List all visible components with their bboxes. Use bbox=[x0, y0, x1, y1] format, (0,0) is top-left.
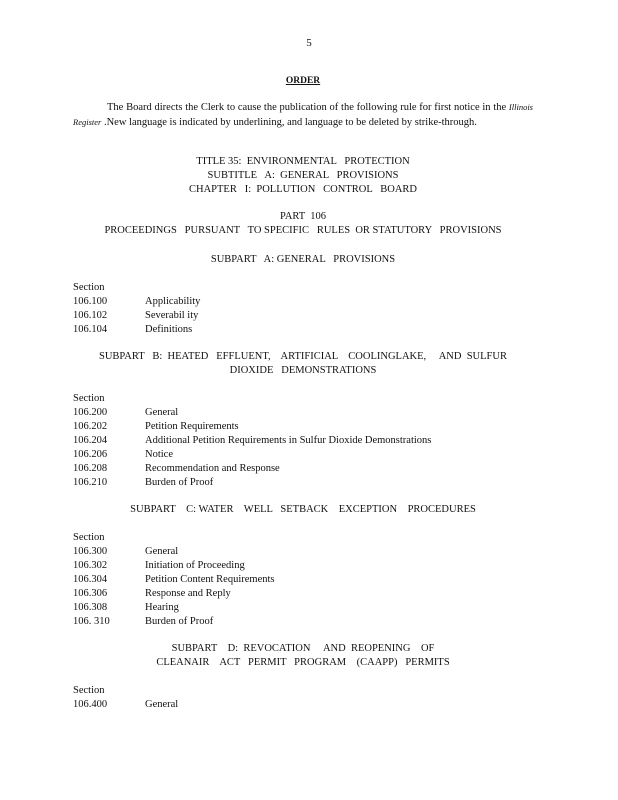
subpart-d-sections bbox=[73, 684, 533, 712]
section-row bbox=[73, 476, 533, 490]
section-title: Initiation of Proceeding bbox=[145, 560, 245, 571]
section-number: 106.300 bbox=[73, 546, 108, 557]
subpart-c-heading bbox=[73, 503, 533, 517]
section-label: Section bbox=[73, 282, 105, 293]
section-number: 106.210 bbox=[73, 477, 108, 488]
section-title: Additional Petition Requirements in Sulfur Dioxide Demonstrations bbox=[145, 435, 432, 446]
section-row bbox=[73, 545, 533, 559]
section-title: Petition Requirements bbox=[145, 421, 239, 432]
section-number: 106.208 bbox=[73, 463, 108, 474]
title-block bbox=[73, 155, 533, 197]
section-number: 106.304 bbox=[73, 574, 108, 585]
section-row bbox=[73, 573, 533, 587]
section-label-row bbox=[73, 684, 533, 698]
section-row bbox=[73, 323, 533, 337]
subpart-b-sections bbox=[73, 392, 533, 490]
subpart-c-sections bbox=[73, 531, 533, 629]
section-number: 106.400 bbox=[73, 699, 108, 710]
subpart-b-heading-line-2: DIOXIDE DEMONSTRATIONS bbox=[229, 365, 377, 376]
section-title: Response and Reply bbox=[145, 588, 231, 599]
section-number: 106.206 bbox=[73, 449, 108, 460]
section-row bbox=[73, 434, 533, 448]
section-number: 106.202 bbox=[73, 421, 108, 432]
subpart-c-heading-text: SUBPART C: WATER WELL SETBACK EXCEPTION PROCEDURES bbox=[130, 504, 476, 515]
chapter-line: CHAPTER I: POLLUTION CONTROL BOARD bbox=[189, 184, 417, 195]
order-heading bbox=[0, 74, 618, 88]
part-title: PROCEEDINGS PURSUANT TO SPECIFIC RULES OR STATUTORY PROVISIONS bbox=[104, 225, 502, 236]
section-row bbox=[73, 420, 533, 434]
subpart-d-heading-line-1: SUBPART D: REVOCATION AND REOPENING OF bbox=[171, 643, 435, 654]
section-number: 106.104 bbox=[73, 324, 108, 335]
section-row bbox=[73, 615, 533, 629]
intro-text-2: .New language is indicated by underlining, and language to be deleted by strike-through. bbox=[101, 117, 477, 128]
subpart-a-heading-text: SUBPART A: GENERAL PROVISIONS bbox=[210, 254, 396, 265]
subpart-d-heading bbox=[73, 642, 533, 670]
section-label: Section bbox=[73, 685, 105, 696]
section-label: Section bbox=[73, 532, 105, 543]
section-title: Definitions bbox=[145, 324, 193, 335]
part-block bbox=[73, 210, 533, 238]
section-title: Recommendation and Response bbox=[145, 463, 280, 474]
part-number: PART 106 bbox=[279, 211, 327, 222]
section-row bbox=[73, 309, 533, 323]
intro-text-1: The Board directs the Clerk to cause the publication of the following rule for first notice in the bbox=[107, 102, 509, 113]
subtitle-line: SUBTITLE A: GENERAL PROVISIONS bbox=[207, 170, 399, 181]
page-number: 5 bbox=[306, 37, 312, 49]
intro-paragraph bbox=[73, 100, 533, 130]
section-label-row bbox=[73, 281, 533, 295]
section-title: Severabil ity bbox=[145, 310, 199, 321]
section-title: Hearing bbox=[145, 602, 179, 613]
section-title: General bbox=[145, 546, 179, 557]
section-title: Burden of Proof bbox=[145, 616, 214, 627]
section-number: 106.306 bbox=[73, 588, 108, 599]
intro-italic-register: Illinois Register bbox=[73, 102, 533, 127]
section-row bbox=[73, 406, 533, 420]
section-row bbox=[73, 448, 533, 462]
subpart-a-sections bbox=[73, 281, 533, 337]
section-label-row bbox=[73, 531, 533, 545]
section-number: 106.102 bbox=[73, 310, 108, 321]
section-title: Notice bbox=[145, 449, 173, 460]
section-row bbox=[73, 587, 533, 601]
section-number: 106. 310 bbox=[73, 616, 110, 627]
section-number: 106.302 bbox=[73, 560, 108, 571]
section-label-row bbox=[73, 392, 533, 406]
subpart-d-heading-line-2: CLEANAIR ACT PERMIT PROGRAM (CAAPP) PERMITS bbox=[156, 657, 450, 668]
subpart-b-heading-line-1: SUBPART B: HEATED EFFLUENT, ARTIFICIAL COOLINGLAKE, AND SULFUR bbox=[99, 351, 507, 362]
section-number: 106.200 bbox=[73, 407, 108, 418]
section-label: Section bbox=[73, 393, 105, 404]
section-title: Burden of Proof bbox=[145, 477, 214, 488]
title-line: TITLE 35: ENVIRONMENTAL PROTECTION bbox=[196, 156, 410, 167]
section-title: Petition Content Requirements bbox=[145, 574, 275, 585]
section-number: 106.204 bbox=[73, 435, 108, 446]
section-number: 106.100 bbox=[73, 296, 108, 307]
section-title: General bbox=[145, 407, 179, 418]
section-row bbox=[73, 295, 533, 309]
section-row bbox=[73, 559, 533, 573]
section-title: Applicability bbox=[145, 296, 201, 307]
subpart-a-heading bbox=[73, 253, 533, 267]
section-row bbox=[73, 601, 533, 615]
subpart-b-heading bbox=[73, 350, 533, 378]
section-row bbox=[73, 462, 533, 476]
section-title: General bbox=[145, 699, 179, 710]
section-row bbox=[73, 698, 533, 712]
order-heading-text: ORDER bbox=[285, 76, 321, 86]
section-number: 106.308 bbox=[73, 602, 108, 613]
